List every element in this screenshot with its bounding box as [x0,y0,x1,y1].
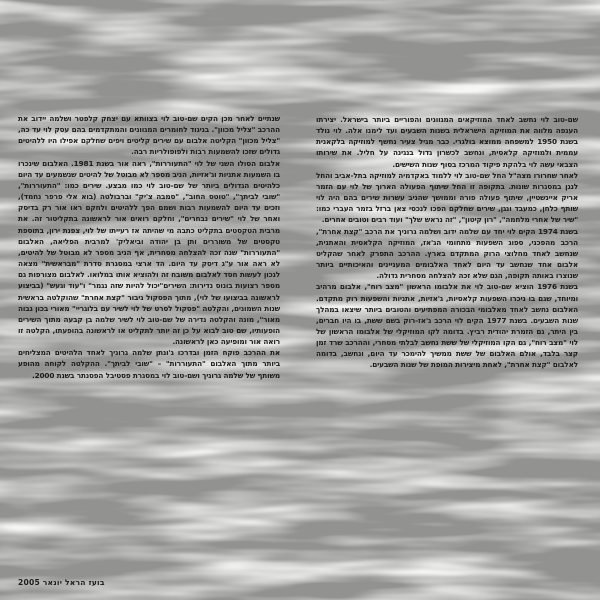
author-credit: בועז הראל יונאר 2005 [18,578,105,587]
paragraph: בשנת 1976 הוציא שם-טוב לוי את אלבומו הראשון "מצב רוח", אלבום מרהיב ומיוחד, שגם בו ניכרו השפעות קלאסיות, ג'אזיות, אתניות והשפעות רוק מתקדם. האלבום נחשב לאחד מאלבומי הבכורה המפתיעים והטובים ביותר שיצאו במהלך שנות השבעים. בשנת 1977 הקים לוי הרכב ג'אז-רוק בשם ששת, בו היו חברים, בין היתר, גם הזמרת יהודית רביץ. בדומה לקו המוזיקלי של אלבומו הראשון של לוי "מצב רוח", גם הקו המוזיקלי של ששת נחשב לבלתי מסחרי, וההרכב שרד זמן קצר בלבד, אולם האלבום של ששת ממשיך להימכר עד היום, ונחשב, בדומה לאלבום "קצת אחרת", לאחת מיצירות המופת של שנות השבעים. [316,282,579,370]
paragraph: את ההרכב פוקח הזמן ובדרכו ג'ונתן שלמה גרוניך לאחד הלהיטים המצליחים ביותר מתוך האלבום "התעוררות" – "שובי לביתך". ההקלטה לקוחה מהופע משותף של שלמה גרוניך ושם-טוב לוי במסגרת פסטיבל הפסנתר בשנת 2000. [18,348,280,380]
paragraph: שם-טוב לוי נחשב לאחד המוזיקאים המגוונים והפוריים ביותר בישראל. יצירתו הענפה מלווה את המוזיקה הישראלית בשנות השבעים ועד לימנו אלה. לוי נולד בשנת 1950 למשפחה ממוצא בולגרי. כבר מגיל צעיר נחשף למוזיקה בלקאנית עממית ולמוזיקה קלאסית, ונחשב לכשרון גדול בנגינה על חליל. את שירותו הצבאי עשה לוי בלהקת פיקוד המרכז בסוף שנות השישים. [316,115,578,169]
paragraph: אלבום הסולו השני של לוי "התעוררות", ראה אור בשנת 1981. האלבום שינכרו בו השמעות אתניות וג'אזיות, הניב מספר לא מבוטל של להיטים שנשמעים עד היום כלהיטים הגדולים ביותר של שם-טוב לוי כמו מבצע. שירים כמו: "התעוררות", "שובי לביתך", "טוטס החוב", "סמבה צ'יק" וברבולטה (בוא אלי פרפר נחמד), וזכים עד היום להשמעות רבות ושמם הפך ללהיטים ולחקם ראו אור רק בדיסק ואחר של לוי "שירים נבחרים", וחלקם רואים אור לראשונה בתקליטור זה. את מרבית הטקסטים בתקליט כתבה מי שהיתה אז רעייתו של לוי, צפנת ירון, בתוספת טקסטים של משוררים ותן בן יהודה וביאליק' למרבית הפליאה, האלבום "התעוררות" שנה זכה להצלחה מסחרית, אף הניב מספר לא מבוטל של להיטים, לא ראה אור ע"ג דיסק עד היום. הד ארצי במסגרת סדרת "מבראשית" מצאה לנכון לעשות חסד לאלבום משובח זה ולהוציא אותו במלואו. לאלבום מצורפות גם מספר רצועות בונוס נדירות: השירים"יכול להיות שזה נגמר" ו"עוד וגעש" (בביצוע לראשונה בביצועו של לוי), מתוך הפסקול גיבור "קצת אחרת" שהוקלטה בראשית שנות השמונים, והקלטה "פסקול לסרט של לוי לשיר עם בלוגריי" מאורי בכון גבוה מאור", מונה והקלטה נדירה של שם-טוב לוי לשיר שלמה בן קבעה מתוך השירים הופעותיו, שם טוב לבוא על כן זה יותר לתקליט או לראשונה בהופעתו, הקלטה זו רואה אור ומופיעה כאן לראשונה. [18,158,280,347]
paragraph: שנתיים לאחר מכן הקים שם-טוב לוי בצוותא עם יצחק קלפטר ושלמה יידוב את ההרכב "צליל מכוון". בניגוד לחומרים המגוונים והמתקדמים בהם עסק לוי עד כה, "צליל מכוון" הקליטה אלבום עם שירים קליטים ויפים שחלקם אפילו היו ללהיטים גדולים שזכו להשמעות רבות ולפופולריות רבה. [18,114,280,157]
article-column-left [18,113,280,381]
paragraph: לאחר שחרורו מצה"ל החל שם-טוב לוי ללמוד באקדמיה למוזיקה בתל-אביב והחל לנגן במסגרות שונות. בתקופה זו החל שיתוף הפעולה הארוך של לוי עם הזמר אריק איינשטיין, שיתוף פעולה פורה וממושך שהניב עשרות שירים בהם היה לוי שותף כלחן, כמעבד ונגן, שירים שחלקם הפכו לנכסי צאן ברזל בזמר העברי כמו: "שיר של אחרי מלחמה", "רון קיטון", "זה נראש שלך" ועוד רבים וטובים אחרים. [316,170,578,225]
paragraph: בשנת 1974 הקים לוי יחד עם שלמה ידוב ושלמה גרוניך את הרכב "קצת אחרת", הרכב מהפכני, ספוג השפעות מתחומי הג'אז, המוזיקה הקלאסית והאתנית, שנחשב לאחד מחלוצי הרוק המתקדם בארץ. ההרכב התפרק לאחר שהקליט אלבום אחד שנחשב עד היום לאחד האלבומים המעניינים והאיכותיים ביותר שנוצרו באותה תקופה, הגם שלא זכה להצלחה מסחרית גדולה. [316,226,578,281]
article-column-right [316,114,578,371]
